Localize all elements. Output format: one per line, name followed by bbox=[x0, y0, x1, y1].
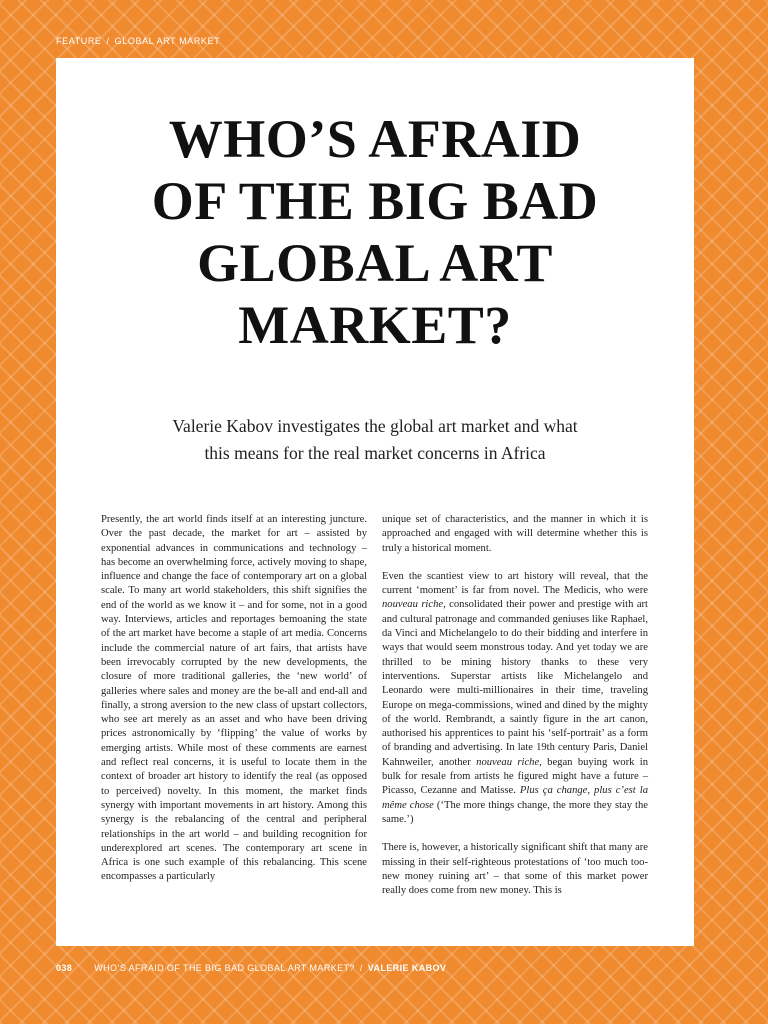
title-line: WHO’S AFRAID bbox=[168, 109, 582, 169]
footer-author: VALERIE KABOV bbox=[367, 963, 447, 973]
body-paragraph: There is, however, a historically significant shift that many are missing in their self-righteous protestations of ‘too much too-new money ruining art’ – that some of this market power really does come from new money. This is bbox=[382, 842, 648, 897]
page-number: 038 bbox=[56, 963, 73, 973]
title-line: OF THE BIG BAD bbox=[151, 171, 599, 231]
footer-separator: / bbox=[359, 963, 363, 973]
running-head-separator: / bbox=[106, 36, 110, 46]
body-paragraph: Presently, the art world finds itself at an interesting juncture. Over the past decade, the market for art – assisted by exponential advances in communications and technology – has become an overwhelming force, actively moving to shape, influence and change the face of contemporary art on a global scale. To many art world stakeholders, this shift signifies the end of the world as we know it – and for some, not in a good way. Interviews, articles and reportages bemoaning the state of the art market have become a staple of art media. Concerns include the commercial nature of art fairs, that artists have been irrevocably corrupted by the new developments, the closure of more traditional galleries, the ‘new world’ of galleries where sales and money are the be-all and end-all and finally, a strong aversion to the new class of upstart collectors, who see art merely as an asset and who have been driving prices astronomically by ‘flipping’ the value of works by emerging artists. While most of these comments are earnest and reflect real concerns, it is useful to locate them in the context of broader art history to identify the real (as opposed to perceived) novelty. In this moment, the market finds synergy with important movements in art history. Among this synergy is the rebalancing of the central and peripheral relationships in the art world – and building recognition for underexplored art scenes. The contemporary art scene in Africa is one such example of this rebalancing. This scene encompasses a particularly bbox=[101, 514, 367, 883]
body-text: , consolidated their power and prestige with art and cultural patronage and commanded geniuses like Raphael, da Vinci and Michelangelo to do their bidding and interfere in ways that would seem monstrous today. And yet today we are thrilled to be mining history thanks to these very interventions. Superstar artists like Michelangelo and Leonardo were multi-millionaires in their time, traveling Europe on mega-commissions, wined and dined by the mighty of the world. Rembrandt, a saintly figure in the art canon, authorised his apprentices to paint his ‘self-portrait’ as a form of branding and advertising. In late 19th century Paris, Daniel Kahnweiler, another bbox=[382, 599, 648, 768]
italic-term: nouveau riche bbox=[476, 756, 540, 768]
body-text: Even the scantiest view to art history will reveal, that the current ‘moment’ is far from novel. The Medicis, who were bbox=[382, 570, 648, 597]
standfirst-line: Valerie Kabov investigates the global art market and what bbox=[172, 416, 578, 436]
standfirst-line: this means for the real market concerns in Africa bbox=[204, 443, 546, 463]
body-column-right bbox=[382, 513, 648, 912]
article-panel bbox=[56, 58, 694, 946]
italic-term: nouveau riche bbox=[382, 599, 444, 611]
section-label: FEATURE bbox=[56, 36, 102, 46]
running-head bbox=[56, 36, 220, 46]
title-line: MARKET? bbox=[238, 295, 512, 355]
title-line: GLOBAL ART bbox=[197, 233, 553, 293]
body-paragraph: unique set of characteristics, and the manner in which it is approached and engaged with will determine whether this is truly a historical moment. bbox=[382, 514, 648, 554]
article-title bbox=[56, 108, 694, 356]
standfirst bbox=[126, 413, 624, 467]
body-text: (‘The more things change, the more they stay the same.’) bbox=[382, 799, 648, 825]
footer-article-title: WHO’S AFRAID OF THE BIG BAD GLOBAL ART MARKET? bbox=[94, 963, 355, 973]
topic-label: GLOBAL ART MARKET bbox=[114, 36, 221, 46]
body-text: , began buying work in bulk for resale from artists he figured might have a future – Picasso, Cezanne and Matisse. bbox=[382, 756, 649, 797]
italic-quote: Plus ça change, plus c’est la même chose bbox=[382, 785, 648, 811]
body-paragraph bbox=[382, 570, 648, 827]
page-footer bbox=[56, 963, 696, 973]
body-column-left bbox=[101, 513, 367, 899]
